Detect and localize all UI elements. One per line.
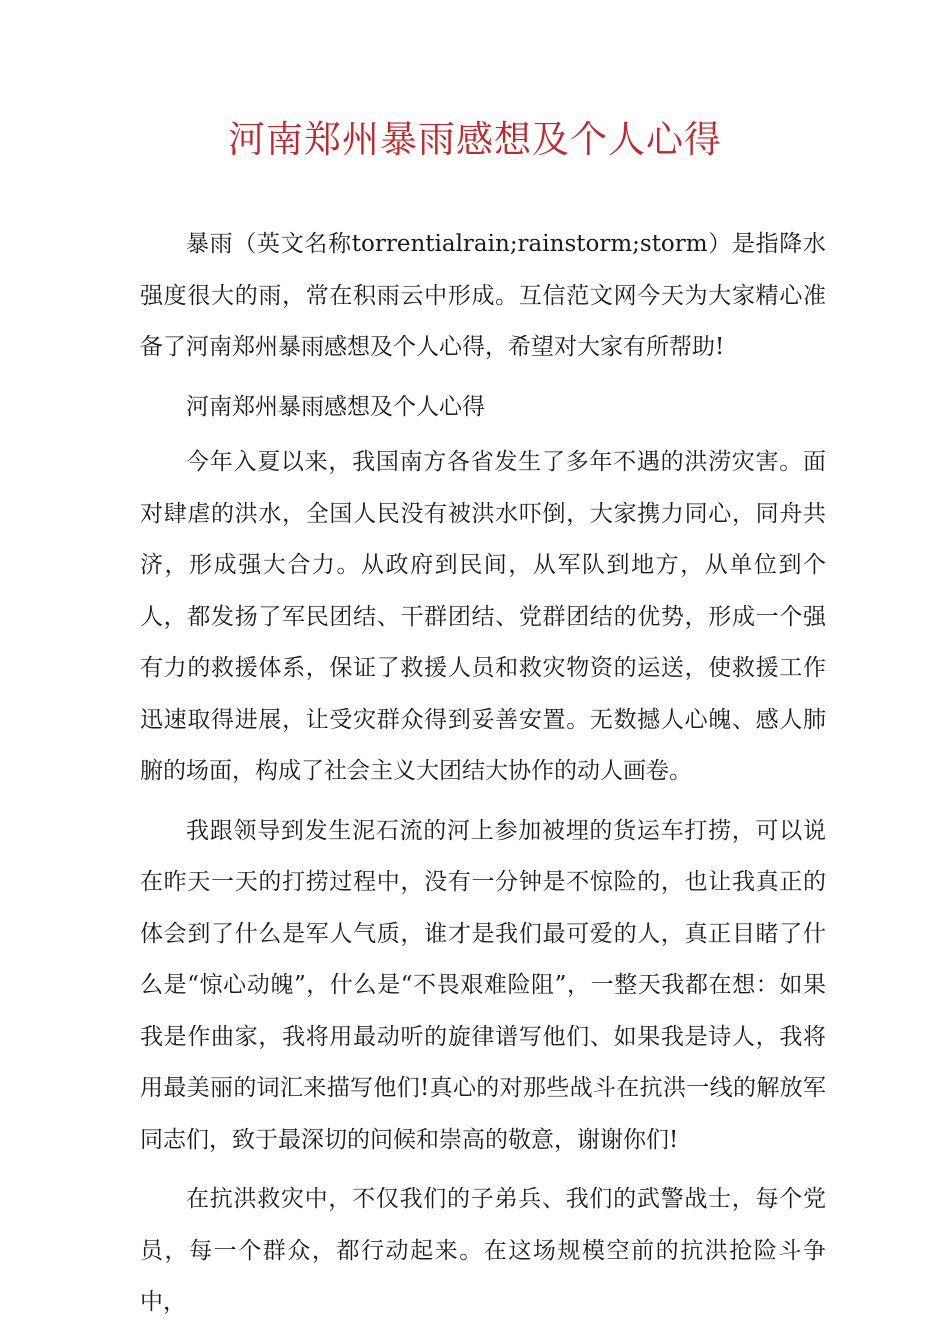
paragraph-intro: 暴雨（英文名称torrentialrain;rainstorm;storm）是指降水强度很大的雨，常在积雨云中形成。互信范文网今天为大家精心准备了河南郑州暴雨感想及个人心得，希望对大家有所帮助! xyxy=(140,231,826,360)
paragraph-flood-response: 今年入夏以来，我国南方各省发生了多年不遇的洪涝灾害。面对肆虐的洪水，全国人民没有被洪水吓倒，大家携力同心，同舟共济，形成强大合力。从政府到民间，从军队到地方，从单位到个人，都发扬了军民团结、干群团结、党群团结的优势，形成一个强有力的救援体系，保证了救援人员和救灾物资的运送，使救援工作迅速取得进展，让受灾群众得到妥善安置。无数撼人心魄、感人肺腑的场面，构成了社会主义大团结大协作的动人画卷。 xyxy=(140,449,826,784)
document-title: 河南郑州暴雨感想及个人心得 xyxy=(228,118,722,161)
paragraph-everyone-acts: 在抗洪救灾中，不仅我们的子弟兵、我们的武警战士，每个党员，每一个群众，都行动起来。在这场规模空前的抗洪抢险斗争中， xyxy=(140,1186,826,1315)
paragraph-rescue-experience: 我跟领导到发生泥石流的河上参加被埋的货运车打捞，可以说在昨天一天的打捞过程中，没有一分钟是不惊险的，也让我真正的体会到了什么是军人气质，谁才是我们最可爱的人，真正目睹了什么是“惊心动魄”，什么是“不畏艰难险阻”，一整天我都在想：如果我是作曲家，我将用最动听的旋律谱写他们、如果我是诗人，我将用最美丽的词汇来描写他们!真心的对那些战斗在抗洪一线的解放军同志们，致于最深切的问候和崇高的敬意，谢谢你们! xyxy=(140,817,826,1153)
document-body xyxy=(140,219,826,1337)
paragraph-subheading: 河南郑州暴雨感想及个人心得 xyxy=(186,393,485,420)
